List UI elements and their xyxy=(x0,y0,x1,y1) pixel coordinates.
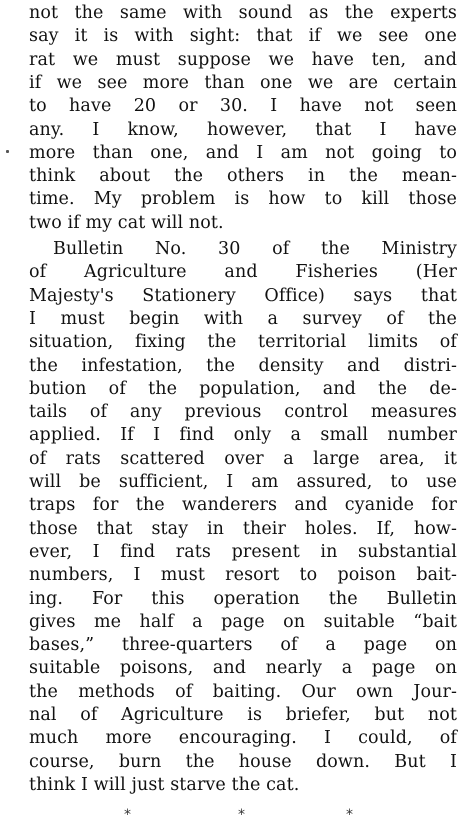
separator-star-1: * xyxy=(124,807,131,823)
paragraph-1-line-6: any. I know, however, that I have xyxy=(29,119,457,140)
paragraph-2-line-6: the infestation, the density and distri- xyxy=(29,355,457,376)
paragraph-2-line-1: Bulletin No. 30 of the Ministry xyxy=(53,239,457,259)
paragraph-2-line-7: bution of the population, and the de- xyxy=(29,378,457,399)
paragraph-2-line-23: course, burn the house down. But I xyxy=(29,751,457,772)
separator-star-2: * xyxy=(238,807,245,823)
paragraph-2-line-17: gives me half a page on suitable “bait xyxy=(29,611,457,632)
paragraph-2-line-13: those that stay in their holes. If, how- xyxy=(29,518,457,539)
paragraph-2-line-8: tails of any previous control measures xyxy=(29,402,457,423)
paragraph-2-line-24: think I will just starve the cat. xyxy=(29,774,300,795)
paragraph-2-line-12: traps for the wanderers and cyanide for xyxy=(29,495,457,516)
paragraph-2-line-9: applied. If I find only a small number xyxy=(29,425,457,446)
print-speck xyxy=(6,150,9,153)
paragraph-2-line-3: Majesty's Stationery Office) says that xyxy=(29,285,457,306)
paragraph-2-line-5: situation, fixing the territorial limits of xyxy=(29,332,457,353)
paragraph-1-line-10: two if my cat will not. xyxy=(29,212,224,233)
paragraph-2-line-20: the methods of baiting. Our own Jour- xyxy=(29,681,457,702)
paragraph-1-line-2: say it is with sight: that if we see one xyxy=(29,26,457,47)
paragraph-2-line-2: of Agriculture and Fisheries (Her xyxy=(29,262,457,283)
paragraph-2-line-19: suitable poisons, and nearly a page on xyxy=(29,658,457,679)
paragraph-2-line-21: nal of Agriculture is briefer, but not xyxy=(29,705,457,725)
paragraph-2-line-10: of rats scattered over a large area, it xyxy=(29,448,457,469)
section-separator xyxy=(0,806,466,824)
separator-star-3: * xyxy=(346,807,353,823)
paragraph-1-line-8: think about the others in the mean- xyxy=(29,166,457,187)
paragraph-2-line-14: ever, I find rats present in substantial xyxy=(29,541,457,562)
paragraph-2-line-22: much more encouraging. I could, of xyxy=(29,728,457,749)
paragraph-2-line-16: ing. For this operation the Bulletin xyxy=(29,588,457,609)
paragraph-2-line-4: I must begin with a survey of the xyxy=(29,308,457,329)
paragraph-1-line-3: rat we must suppose we have ten, and xyxy=(29,49,457,70)
paragraph-1-line-1: not the same with sound as the experts xyxy=(29,3,457,23)
paragraph-1-line-4: if we see more than one we are certain xyxy=(29,72,457,93)
paragraph-2-line-18: bases,” three-quarters of a page on xyxy=(29,635,457,656)
paragraph-1-line-9: time. My problem is how to kill those xyxy=(29,189,457,210)
paragraph-1-line-7: more than one, and I am not going to xyxy=(29,142,457,163)
paragraph-2-line-11: will be sufficient, I am assured, to use xyxy=(29,472,457,492)
paragraph-2-line-15: numbers, I must resort to poison bait- xyxy=(29,565,457,586)
paragraph-1-line-5: to have 20 or 30. I have not seen xyxy=(29,96,457,117)
